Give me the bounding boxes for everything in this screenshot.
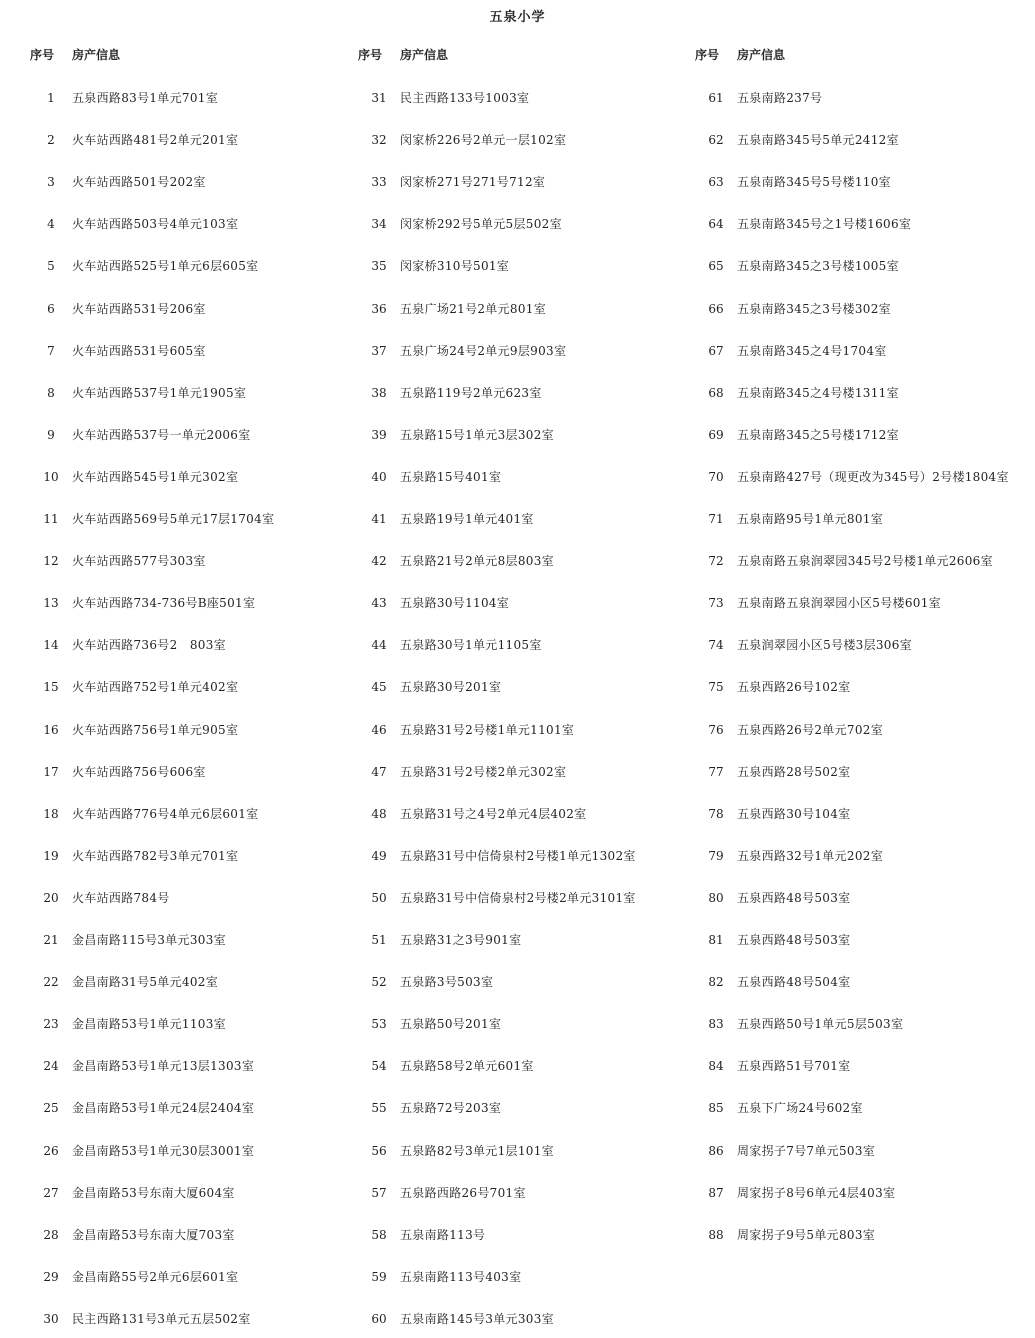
row-address: 火车站西路734-736号B座501室 (72, 596, 256, 611)
list-item (695, 172, 891, 192)
row-index: 19 (43, 848, 59, 863)
row-index: 7 (47, 343, 55, 358)
row-index: 87 (708, 1185, 724, 1200)
row-index: 62 (708, 133, 724, 148)
row-index: 65 (708, 259, 724, 274)
list-item (30, 88, 218, 108)
row-index: 16 (43, 722, 59, 737)
row-index: 51 (371, 933, 387, 947)
row-address: 五泉西路50号1单元5层503室 (737, 1017, 904, 1032)
list-item (358, 930, 521, 950)
row-address: 五泉南路345之5号楼1712室 (737, 427, 899, 442)
row-index: 76 (708, 722, 724, 737)
list-item (695, 635, 912, 655)
row-index: 53 (371, 1017, 387, 1032)
row-address: 金昌南路31号5单元402室 (72, 975, 219, 990)
row-index: 27 (43, 1185, 59, 1200)
list-item (695, 130, 899, 150)
row-address: 五泉西路48号503室 (737, 933, 851, 947)
row-index: 2 (47, 133, 55, 148)
row-index: 78 (708, 806, 724, 821)
list-item (695, 762, 850, 782)
row-address: 金昌南路115号3单元303室 (72, 933, 226, 947)
row-index: 1 (47, 91, 55, 105)
list-item (358, 972, 493, 992)
row-address: 五泉西路26号102室 (737, 680, 851, 695)
list-item (30, 383, 246, 403)
row-address: 五泉西路30号104室 (737, 806, 851, 821)
row-address: 金昌南路53号1单元24层2404室 (72, 1101, 255, 1116)
row-index: 30 (43, 1311, 59, 1326)
header-info: 房产信息 (72, 48, 121, 62)
list-item (358, 804, 586, 824)
list-item (695, 804, 850, 824)
list-item (358, 677, 501, 697)
row-index: 80 (708, 890, 724, 905)
row-index: 6 (47, 301, 55, 316)
row-index: 31 (371, 91, 387, 105)
row-index: 44 (371, 638, 387, 653)
list-item (695, 846, 883, 866)
row-address: 五泉路30号1单元1105室 (400, 638, 542, 653)
row-index: 63 (708, 175, 724, 190)
row-address: 火车站西路776号4单元6层601室 (72, 806, 259, 821)
row-address: 五泉路3号503室 (400, 975, 494, 990)
row-index: 23 (43, 1017, 59, 1032)
row-index: 60 (371, 1311, 387, 1326)
row-index: 35 (371, 259, 387, 274)
row-index: 74 (708, 638, 724, 653)
row-address: 火车站西路784号 (72, 890, 170, 905)
row-index: 69 (708, 427, 724, 442)
row-address: 火车站西路537号一单元2006室 (72, 427, 251, 442)
list-item (358, 341, 566, 361)
row-address: 五泉广场24号2单元9层903室 (400, 343, 567, 358)
list-item (358, 1098, 501, 1118)
row-address: 五泉路58号2单元601室 (400, 1059, 534, 1074)
list-item (30, 930, 226, 950)
row-index: 10 (43, 469, 59, 484)
row-index: 77 (708, 764, 724, 779)
row-index: 64 (708, 217, 724, 232)
row-address: 火车站西路525号1单元6层605室 (72, 259, 259, 274)
list-item (358, 888, 636, 908)
row-address: 五泉南路237号 (737, 91, 823, 105)
list-item (30, 1014, 226, 1034)
row-index: 40 (371, 469, 387, 484)
list-item (30, 1309, 251, 1329)
list-item (358, 172, 545, 192)
row-index: 61 (708, 91, 724, 105)
list-item (358, 762, 566, 782)
list-item (695, 1014, 903, 1034)
row-index: 14 (43, 638, 59, 653)
list-item (30, 1183, 235, 1203)
list-item (358, 846, 636, 866)
row-address: 民主西路131号3单元五层502室 (72, 1311, 251, 1326)
row-index: 29 (43, 1269, 59, 1284)
row-index: 71 (708, 512, 724, 526)
header-index: 序号 (358, 48, 383, 62)
row-index: 20 (43, 890, 59, 905)
list-item (695, 383, 899, 403)
column-2 (358, 0, 693, 1338)
row-address: 五泉西路26号2单元702室 (737, 722, 884, 737)
row-index: 38 (371, 385, 387, 400)
list-item (695, 720, 883, 740)
list-item (358, 593, 509, 613)
list-item (358, 214, 562, 234)
row-index: 36 (371, 301, 387, 316)
row-address: 五泉路31号2号楼1单元1101室 (400, 722, 575, 737)
list-item (695, 1225, 875, 1245)
row-address: 五泉西路28号502室 (737, 764, 851, 779)
row-address: 闵家桥292号5单元5层502室 (400, 217, 562, 232)
list-item (695, 677, 850, 697)
row-address: 五泉路21号2单元8层803室 (400, 554, 554, 569)
row-index: 68 (708, 385, 724, 400)
row-address: 民主西路133号1003室 (400, 91, 530, 105)
row-address: 五泉下广场24号602室 (737, 1101, 863, 1116)
list-item (358, 467, 501, 487)
column-header (695, 46, 785, 63)
list-item (358, 1056, 534, 1076)
list-item (30, 804, 258, 824)
row-address: 五泉路15号401室 (400, 469, 502, 484)
row-address: 五泉路31之3号901室 (400, 933, 522, 947)
row-address: 五泉南路113号403室 (400, 1269, 522, 1284)
list-item (358, 509, 534, 529)
column-3 (695, 0, 1033, 1338)
row-address: 周家拐子9号5单元803室 (737, 1227, 876, 1242)
list-item (695, 1183, 895, 1203)
row-address: 火车站西路577号303室 (72, 554, 206, 569)
list-item (30, 888, 170, 908)
list-item (695, 341, 887, 361)
row-address: 火车站西路756号606室 (72, 764, 206, 779)
header-info: 房产信息 (737, 48, 786, 62)
row-index: 17 (43, 764, 59, 779)
row-address: 五泉西路83号1单元701室 (72, 91, 219, 105)
row-address: 闵家桥226号2单元一层102室 (400, 133, 567, 148)
list-item (358, 130, 566, 150)
row-address: 五泉南路五泉润翠园345号2号楼1单元2606室 (737, 554, 993, 569)
list-item (358, 88, 529, 108)
row-address: 五泉西路51号701室 (737, 1059, 851, 1074)
header-index: 序号 (695, 48, 720, 62)
row-address: 五泉西路48号504室 (737, 975, 851, 990)
list-item (30, 1098, 254, 1118)
column-header (30, 46, 120, 63)
row-index: 72 (708, 554, 724, 569)
list-item (30, 677, 238, 697)
row-address: 火车站西路782号3单元701室 (72, 848, 239, 863)
row-index: 56 (371, 1143, 387, 1158)
row-index: 26 (43, 1143, 59, 1158)
row-index: 22 (43, 975, 59, 990)
row-address: 五泉南路345之4号楼1311室 (737, 385, 899, 400)
row-index: 83 (708, 1017, 724, 1032)
row-address: 火车站西路756号1单元905室 (72, 722, 239, 737)
list-item (30, 130, 238, 150)
row-index: 37 (371, 343, 387, 358)
list-item (30, 1267, 238, 1287)
row-index: 52 (371, 975, 387, 990)
row-index: 85 (708, 1101, 724, 1116)
list-item (30, 593, 255, 613)
list-item (358, 1267, 521, 1287)
row-address: 五泉润翠园小区5号楼3层306室 (737, 638, 912, 653)
row-index: 41 (371, 512, 387, 526)
row-address: 五泉南路五泉润翠园小区5号楼601室 (737, 596, 941, 611)
row-index: 45 (371, 680, 387, 695)
row-address: 火车站西路501号202室 (72, 175, 206, 190)
list-item (30, 1141, 254, 1161)
list-item (30, 846, 238, 866)
row-index: 4 (47, 217, 55, 232)
row-index: 86 (708, 1143, 724, 1158)
row-index: 13 (43, 596, 59, 611)
row-index: 39 (371, 427, 387, 442)
row-address: 金昌南路53号1单元1103室 (72, 1017, 226, 1032)
row-index: 42 (371, 554, 387, 569)
row-address: 火车站西路531号605室 (72, 343, 206, 358)
row-address: 五泉路72号203室 (400, 1101, 502, 1116)
list-item (30, 341, 206, 361)
list-item (695, 509, 883, 529)
row-address: 五泉路30号1104室 (400, 596, 510, 611)
list-item (695, 299, 891, 319)
row-index: 57 (371, 1185, 387, 1200)
row-index: 24 (43, 1059, 59, 1074)
list-item (695, 1056, 850, 1076)
row-address: 火车站西路531号206室 (72, 301, 206, 316)
row-address: 五泉南路345之3号楼1005室 (737, 259, 899, 274)
row-address: 金昌南路53号东南大厦604室 (72, 1185, 235, 1200)
list-item (358, 1141, 554, 1161)
row-index: 47 (371, 764, 387, 779)
list-item (358, 635, 542, 655)
row-index: 79 (708, 848, 724, 863)
list-item (358, 551, 554, 571)
list-item (695, 1141, 875, 1161)
row-index: 66 (708, 301, 724, 316)
row-address: 五泉南路95号1单元801室 (737, 512, 884, 526)
row-address: 火车站西路736号2 803室 (72, 638, 226, 653)
row-index: 11 (43, 512, 59, 526)
row-address: 五泉路31号中信倚泉村2号楼1单元1302室 (400, 848, 636, 863)
list-item (358, 1309, 554, 1329)
row-address: 火车站西路569号5单元17层1704室 (72, 512, 275, 526)
row-index: 55 (371, 1101, 387, 1116)
row-index: 82 (708, 975, 724, 990)
row-address: 五泉路15号1单元3层302室 (400, 427, 554, 442)
row-index: 8 (47, 385, 55, 400)
column-1 (30, 0, 350, 1338)
list-item (695, 214, 911, 234)
list-item (30, 1056, 254, 1076)
list-item (30, 762, 206, 782)
row-index: 50 (371, 890, 387, 905)
list-item (30, 720, 238, 740)
list-item (30, 299, 206, 319)
row-index: 54 (371, 1059, 387, 1074)
row-address: 五泉南路345号之1号楼1606室 (737, 217, 912, 232)
row-index: 32 (371, 133, 387, 148)
row-address: 五泉路19号1单元401室 (400, 512, 534, 526)
row-address: 火车站西路503号4单元103室 (72, 217, 239, 232)
row-address: 火车站西路752号1单元402室 (72, 680, 239, 695)
row-address: 金昌南路55号2单元6层601室 (72, 1269, 239, 1284)
row-address: 五泉南路345之3号楼302室 (737, 301, 891, 316)
list-item (358, 425, 554, 445)
row-address: 周家拐子8号6单元4层403室 (737, 1185, 896, 1200)
list-item (30, 214, 238, 234)
list-item (30, 509, 274, 529)
list-item (358, 1225, 485, 1245)
list-item (695, 88, 822, 108)
page-title: 五泉小学 (489, 10, 546, 25)
row-address: 金昌南路53号东南大厦703室 (72, 1227, 235, 1242)
row-index: 3 (47, 175, 55, 190)
row-address: 五泉路82号3单元1层101室 (400, 1143, 554, 1158)
row-index: 70 (708, 469, 724, 484)
row-index: 15 (43, 680, 59, 695)
row-index: 59 (371, 1269, 387, 1284)
row-index: 34 (371, 217, 387, 232)
list-item (30, 425, 251, 445)
row-address: 五泉路31号中信倚泉村2号楼2单元3101室 (400, 890, 636, 905)
list-item (358, 383, 542, 403)
row-address: 五泉南路345号5单元2412室 (737, 133, 899, 148)
row-address: 五泉南路345号5号楼110室 (737, 175, 891, 190)
row-index: 12 (43, 554, 59, 569)
row-index: 49 (371, 848, 387, 863)
row-address: 五泉路30号201室 (400, 680, 502, 695)
row-address: 火车站西路537号1单元1905室 (72, 385, 247, 400)
row-index: 73 (708, 596, 724, 611)
row-index: 81 (708, 933, 724, 947)
row-index: 67 (708, 343, 724, 358)
row-address: 五泉路31号之4号2单元4层402室 (400, 806, 587, 821)
row-address: 五泉西路48号503室 (737, 890, 851, 905)
column-header (358, 46, 448, 63)
row-index: 48 (371, 806, 387, 821)
row-address: 五泉广场21号2单元801室 (400, 301, 547, 316)
list-item (30, 551, 206, 571)
list-item (30, 467, 238, 487)
row-address: 五泉路31号2号楼2单元302室 (400, 764, 567, 779)
list-item (30, 256, 258, 276)
list-item (358, 1014, 501, 1034)
row-address: 五泉南路345之4号1704室 (737, 343, 887, 358)
row-address: 五泉南路113号 (400, 1227, 486, 1242)
list-item (695, 593, 941, 613)
row-address: 五泉路119号2单元623室 (400, 385, 542, 400)
row-address: 五泉西路32号1单元202室 (737, 848, 884, 863)
list-item (695, 467, 1009, 487)
list-item (695, 425, 899, 445)
list-item (358, 1183, 526, 1203)
row-index: 33 (371, 175, 387, 190)
list-item (30, 1225, 235, 1245)
list-item (358, 256, 509, 276)
list-item (695, 972, 850, 992)
row-index: 9 (47, 427, 55, 442)
row-index: 84 (708, 1059, 724, 1074)
row-address: 金昌南路53号1单元13层1303室 (72, 1059, 255, 1074)
row-index: 18 (43, 806, 59, 821)
row-address: 火车站西路545号1单元302室 (72, 469, 239, 484)
row-index: 46 (371, 722, 387, 737)
header-index: 序号 (30, 48, 55, 62)
list-item (695, 888, 850, 908)
header-info: 房产信息 (400, 48, 449, 62)
row-index: 21 (43, 933, 59, 947)
row-index: 25 (43, 1101, 59, 1116)
row-index: 88 (708, 1227, 724, 1242)
list-item (358, 299, 546, 319)
list-item (30, 635, 226, 655)
row-index: 75 (708, 680, 724, 695)
row-address: 闵家桥310号501室 (400, 259, 510, 274)
row-address: 金昌南路53号1单元30层3001室 (72, 1143, 255, 1158)
row-address: 五泉南路145号3单元303室 (400, 1311, 554, 1326)
list-item (695, 256, 899, 276)
list-item (358, 720, 574, 740)
list-item (695, 1098, 863, 1118)
row-index: 28 (43, 1227, 59, 1242)
row-address: 周家拐子7号7单元503室 (737, 1143, 876, 1158)
row-index: 5 (47, 259, 55, 274)
list-item (30, 172, 206, 192)
row-address: 五泉路50号201室 (400, 1017, 502, 1032)
row-address: 五泉路西路26号701室 (400, 1185, 526, 1200)
list-item (695, 930, 850, 950)
row-address: 闵家桥271号271号712室 (400, 175, 546, 190)
row-address: 火车站西路481号2单元201室 (72, 133, 239, 148)
list-item (30, 972, 218, 992)
row-index: 58 (371, 1227, 387, 1242)
row-index: 43 (371, 596, 387, 611)
row-address: 五泉南路427号（现更改为345号）2号楼1804室 (737, 469, 1009, 484)
list-item (695, 551, 993, 571)
